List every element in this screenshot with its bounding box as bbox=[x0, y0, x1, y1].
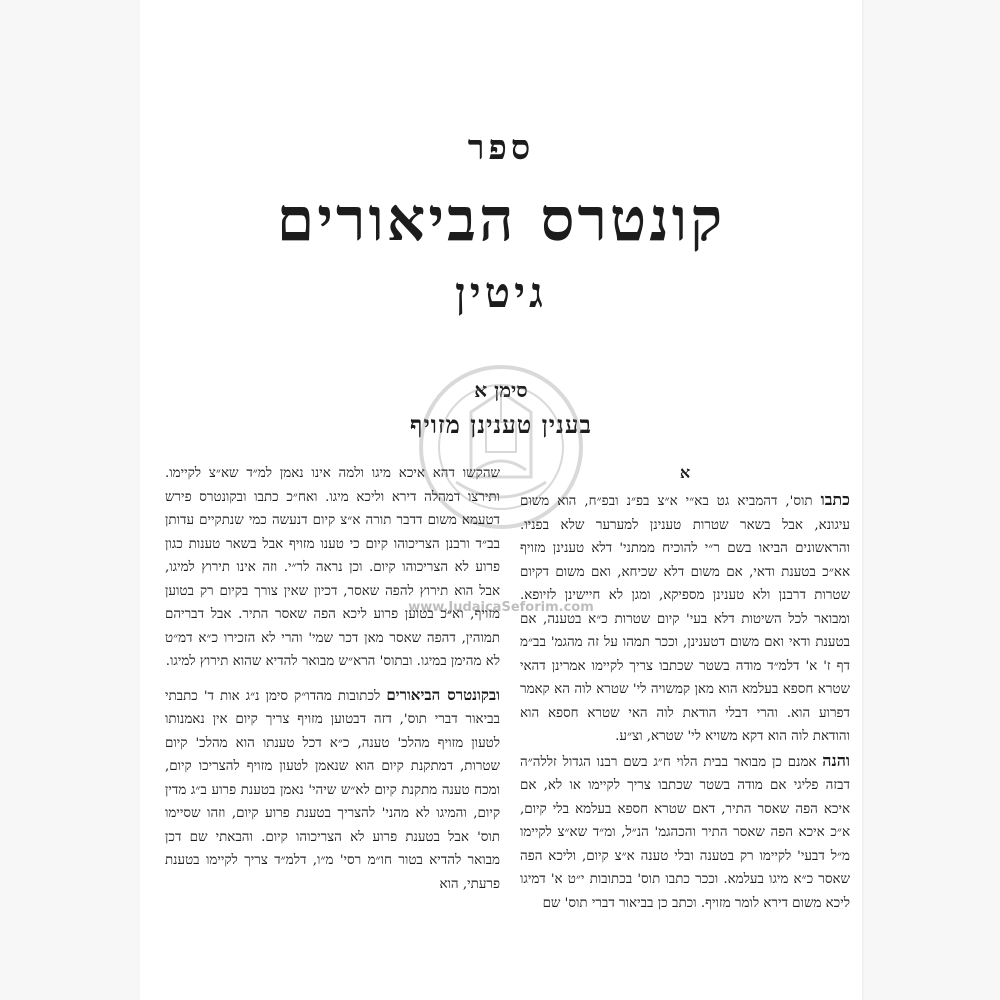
paragraph-text: תוס', דהמביא גט בא״י א״צ בפ״נ ובפ״ח, הוא משום עיגונא, אבל בשאר שטרות טענינן למערער שלא בפניו. והראשונים הביאו בשם ר״י להוכיח ממתני' דלא טענינן מזויף אא״כ בטענת ודאי, אם משום דלא שכיחא, ואם משום דקיום שטרות דרבנן ולא טענינן מספיקא, ומגן לא חיישינן לזיופא. ומבואר לכל השיטות דלא בעי' קיום שטרות כ״א בטענה, אם בטענת ודאי ואם משום דטענינן, וככר תמהו על זה מהגמ' בב״מ דף ז' א' דלמ״ד מודה בשטר שכתבו צריך לקיימו אמרינן דהאי שטרא חספא בעלמא הוא מאן קמשויה לי' שטרא לוה הא קאמר דפרוע הוא. והרי דבלי הודאת לוה האי שטרא חספא הוא והודאת לוה הוא דקא משויא לי' שטרא, וצ״ע. bbox=[520, 494, 850, 744]
paragraph-lead-word: ובקונטרס הביאורים bbox=[386, 685, 500, 704]
paragraph bbox=[165, 462, 500, 674]
cross-reference: לכתובות מהדו״ק סימן נ״ג אות ד' כתבתי בביאור דברי bbox=[165, 688, 500, 727]
right-column bbox=[520, 462, 850, 915]
book-page bbox=[140, 0, 862, 1000]
title-prefix: ספר bbox=[467, 128, 535, 168]
watermark-url: www.JudaicaSeforim.com bbox=[408, 600, 594, 615]
tractate-title: גיטין bbox=[455, 268, 547, 317]
paragraph bbox=[165, 684, 500, 897]
section-number: סימן א bbox=[474, 378, 528, 402]
book-title: קונטרס הביאורים bbox=[276, 185, 726, 255]
paragraph-lead-word: כתבו bbox=[820, 490, 850, 509]
paragraph-text: תוס', דזה דבטוען מזויף צריך קיום אין נאמנותו לטעון מזויף מהלכ' טענה, כ״א דכל טענתו הוא מהלכ' קיום שטרות, דמתקנת קיום הוא שנאמן לטעון מזויף להצריכו קיום, ומכח טענה מתקנת קיום לא״ש שיהי' נאמן בטענת פרוע ב״ג מדין קיום, והמיגו לא מהני' להצריך בטענת פרוע קיום, וזהו שסיימו תוס' אבל בטענת פרוע לא הצריכוהו קיום. והבאתי שם דכן מבואר להדיא בטור חו״מ רסי' מ״ו, דלמ״ד צריך לקיימו בטענת פרעתי, הוא bbox=[165, 712, 500, 892]
paragraph-text: אמנם כן מבואר בבית הלוי ח״ג בשם רבנו הגדול זללה״ה דבזה פליגי אם מודה בשטר שכתבו צריך לקיימו או לא, אם איכא הפה שאסר התיר, דאם שטרא חספא בעלמא בלי קיום, א״כ איכא הפה שאסר התיר והכהגמ' הנ״ל, ומ״ד שא״צ לקיימו מ״ל דבעי' לקיימו רק בטענה ובלי טענה א״צ קיום, וליכא הפה שאסר כ״א מיגו בעלמא. וככר כתבו תוס' בכתובות י״ט א' דמיגו ליכא משום דירא לומר מזויף. וכתב כן בביאור דברי תוס' שם bbox=[520, 754, 850, 911]
section-heading: בענין טענינן מזויף bbox=[410, 410, 592, 439]
left-column bbox=[165, 462, 500, 896]
paragraph-lead-word: והנה bbox=[822, 750, 850, 770]
paragraph-marker: א bbox=[679, 463, 691, 482]
paragraph bbox=[520, 488, 850, 749]
paragraph-text: שהקשו דהא איכא מיגו ולמה אינו נאמן למ״ד שא״צ לקיימו. ותירצו דמהלה דירא וליכא מיגו. ואח״כ כתבו ובקונטרס פירש דטעמא משום דדבר תורה א״צ קיום דנעשה כמי שנתקיים עדותן בב״ד ורבנן הצריכוהו קיום כי טענו מזויף אבל בשאר טענות כגון פרוע לא הצריכוהו קיום. וכן נראה לר״י. וזה אינו תירוץ למיגו, אבל הוא תירוץ להפה שאסר, דכיון שאין צורך בקיום רק בטוען מזויף, וא״כ בטוען פרוע ליכא הפה שאסר התיר. אבל דבריהם תמוהין, דהפה שאסר מאן דכר שמי' והרי לא הזכירו כ״א דמ״ט לא מהימן במיגו. ובתוס' הרא״ש מבואר להדיא שהוא תירוץ למיגו. bbox=[165, 466, 500, 669]
paragraph bbox=[520, 749, 850, 916]
